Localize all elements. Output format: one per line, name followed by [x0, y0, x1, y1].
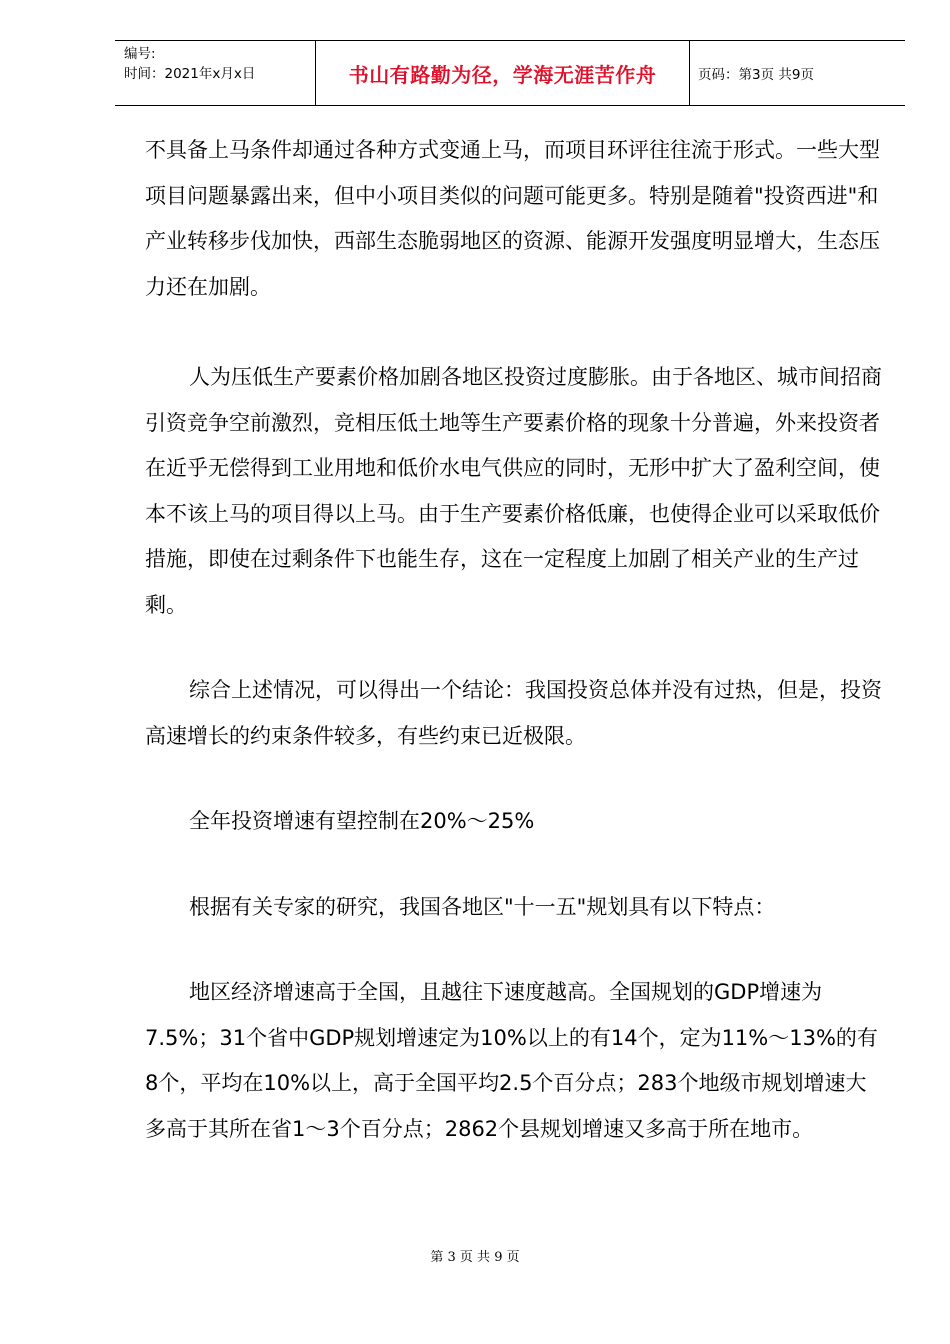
section-heading: 全年投资增速有望控制在20%～25% — [189, 809, 535, 833]
body-paragraph: 根据有关专家的研究，我国各地区"十一五"规划具有以下特点： — [189, 894, 776, 919]
body-paragraph-continuation: 不具备上马条件却通过各种方式变通上马，而项目环评往往流于形式。一些大型项目问题暴露出来，但中小项目类似的问题可能更多。特别是随着"投资西进"和产业转移步伐加快，西部生态脆弱地区的资源、能源开发强度明显增大，生态压力还在加剧。 — [145, 138, 880, 299]
header-motto-cell — [316, 41, 690, 105]
document-time-label: 时间：2021年x月x日 — [124, 66, 256, 82]
header-page-info: 页码：第3页 共9页 — [698, 67, 814, 83]
document-body — [145, 128, 885, 1152]
header-meta-cell — [115, 41, 316, 105]
body-paragraph: 人为压低生产要素价格加剧各地区投资过度膨胀。由于各地区、城市间招商引资竞争空前激烈，竞相压低土地等生产要素价格的现象十分普遍，外来投资者在近乎无偿得到工业用地和低价水电气供应的同时，无形中扩大了盈利空间，使本不该上马的项目得以上马。由于生产要素价格低廉，也使得企业可以采取低价措施，即使在过剩条件下也能生存，这在一定程度上加剧了相关产业的生产过剩。 — [145, 365, 882, 617]
body-paragraph: 地区经济增速高于全国，且越往下速度越高。全国规划的GDP增速为7.5%；31个省中GDP规划增速定为10%以上的有14个，定为11%～13%的有8个，平均在10%以上，高于全国平均2.5个百分点；283个地级市规划增速大多高于其所在省1～3个百分点；2862个县规划增速又多高于所在地市。 — [145, 980, 878, 1141]
body-paragraph: 综合上述情况，可以得出一个结论：我国投资总体并没有过热，但是，投资高速增长的约束条件较多，有些约束已近极限。 — [145, 678, 882, 748]
page-header — [115, 40, 905, 106]
header-page-cell — [690, 41, 905, 105]
header-motto: 书山有路勤为径，学海无涯苦作舟 — [348, 62, 657, 87]
page-footer: 第 3 页 共 9 页 — [430, 1250, 520, 1265]
document-number-label: 编号: — [124, 46, 156, 62]
